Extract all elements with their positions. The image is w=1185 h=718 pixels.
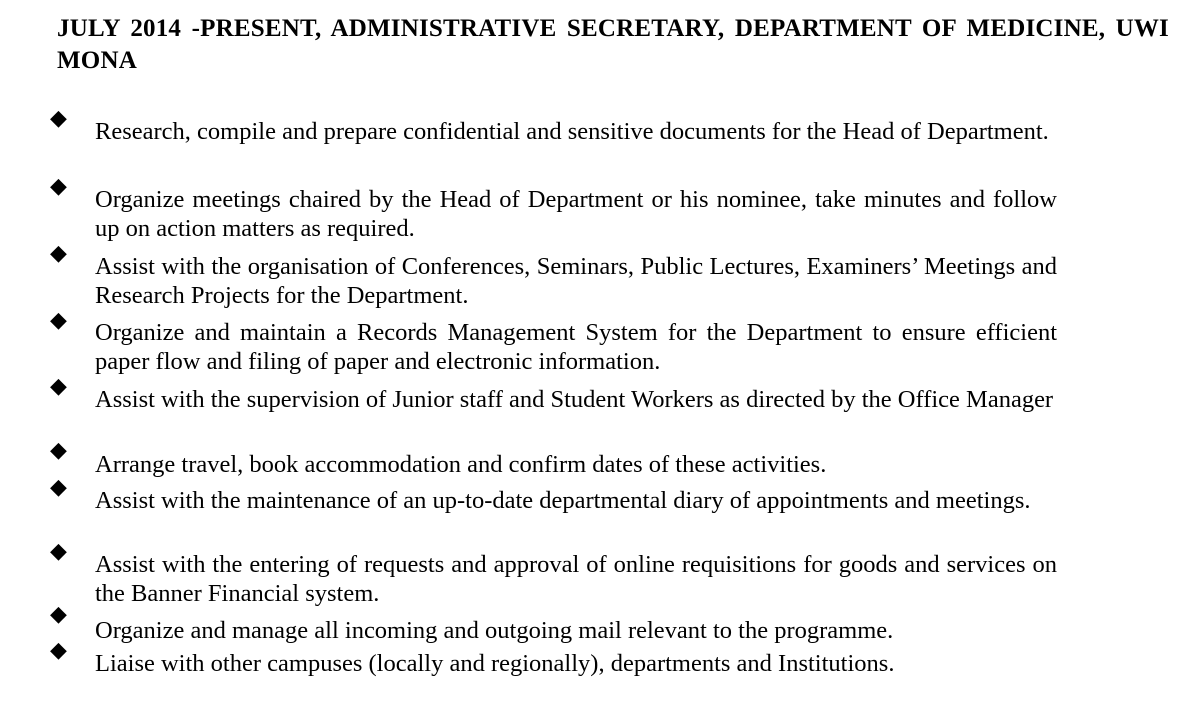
diamond-bullet-icon: ◆ (50, 475, 67, 500)
diamond-bullet-icon: ◆ (50, 438, 67, 463)
duty-text: Assist with the supervision of Junior staff and Student Workers as directed by the Office Manager (95, 386, 1054, 413)
diamond-bullet-icon: ◆ (50, 308, 67, 333)
duty-text: Organize meetings chaired by the Head of Department or his nominee, take minutes and follow up on action matters as required. (95, 186, 1057, 242)
duty-text: Assist with the maintenance of an up-to-date departmental diary of appointments and meetings. (95, 487, 1031, 514)
diamond-bullet-icon: ◆ (50, 602, 67, 627)
duty-text: Assist with the entering of requests and approval of online requisitions for goods and services on the Banner Financial system. (95, 551, 1057, 607)
diamond-bullet-icon: ◆ (50, 241, 67, 266)
diamond-bullet-icon: ◆ (50, 638, 67, 663)
duty-text: Organize and maintain a Records Management System for the Department to ensure efficient paper flow and filing of paper and electronic information. (95, 319, 1057, 375)
duty-text: Assist with the organisation of Conferences, Seminars, Public Lectures, Examiners’ Meetings and Research Projects for the Department. (95, 253, 1057, 309)
job-heading: JULY 2014 -PRESENT, ADMINISTRATIVE SECRETARY, DEPARTMENT OF MEDICINE, UWI MONA (57, 15, 1169, 74)
diamond-bullet-icon: ◆ (50, 374, 67, 399)
duty-text: Arrange travel, book accommodation and confirm dates of these activities. (95, 451, 827, 478)
diamond-bullet-icon: ◆ (50, 106, 67, 131)
duty-text: Liaise with other campuses (locally and regionally), departments and Institutions. (95, 650, 895, 677)
diamond-bullet-icon: ◆ (50, 174, 67, 199)
duty-text: Research, compile and prepare confidential and sensitive documents for the Head of Department. (95, 118, 1049, 145)
duty-text: Organize and manage all incoming and outgoing mail relevant to the programme. (95, 617, 894, 644)
diamond-bullet-icon: ◆ (50, 539, 67, 564)
